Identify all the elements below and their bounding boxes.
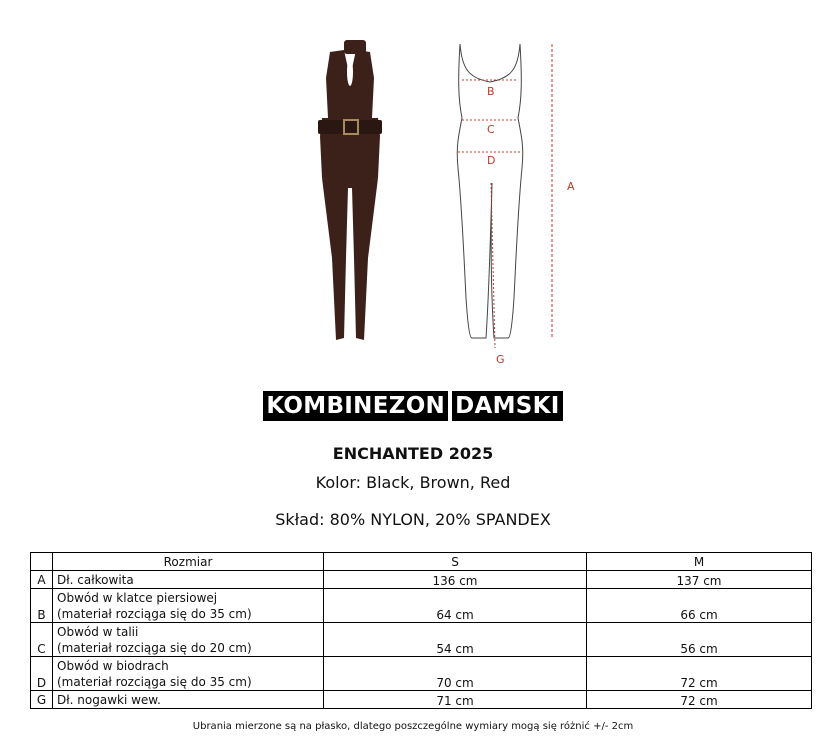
diagram-label-b: B [487, 85, 495, 98]
row-name [53, 589, 324, 623]
row-code: D [31, 657, 53, 691]
header-code-cell [31, 553, 53, 571]
row-value-m: 66 cm [587, 589, 812, 623]
header-size-col: Rozmiar [53, 553, 324, 571]
table-row [31, 623, 812, 657]
size-table [30, 552, 812, 709]
row-name: Dł. całkowita [53, 571, 324, 589]
table-row [31, 657, 812, 691]
table-row [31, 571, 812, 589]
row-name [53, 623, 324, 657]
diagram-label-a: A [567, 180, 575, 193]
size-diagram [440, 38, 590, 368]
row-code: B [31, 589, 53, 623]
table-row [31, 691, 812, 709]
diagram-label-c: C [487, 123, 495, 136]
row-name [53, 657, 324, 691]
row-name-line1: Obwód w biodrach [57, 659, 169, 673]
table-header-row [31, 553, 812, 571]
row-name-line2: (materiał rozciąga się do 20 cm) [57, 641, 252, 655]
row-name-line1: Obwód w talii [57, 625, 139, 639]
row-name: Dł. nogawki wew. [53, 691, 324, 709]
title-word-2: DAMSKI [452, 391, 563, 421]
row-value-s: 136 cm [324, 571, 587, 589]
row-value-m: 72 cm [587, 657, 812, 691]
row-code: A [31, 571, 53, 589]
row-value-s: 70 cm [324, 657, 587, 691]
product-photo [300, 38, 400, 348]
row-code: G [31, 691, 53, 709]
row-value-s: 71 cm [324, 691, 587, 709]
row-code: C [31, 623, 53, 657]
row-name-line2: (materiał rozciąga się do 35 cm) [57, 607, 252, 621]
product-title [0, 391, 826, 421]
product-colors: Kolor: Black, Brown, Red [315, 473, 511, 492]
measurement-footnote: Ubrania mierzone są na płasko, dlatego poszczególne wymiary mogą się różnić +/- 2cm [192, 721, 634, 732]
header-size-m: M [587, 553, 812, 571]
row-value-m: 137 cm [587, 571, 812, 589]
header-size-s: S [324, 553, 587, 571]
row-value-m: 72 cm [587, 691, 812, 709]
diagram-label-g: G [496, 353, 505, 366]
table-row [31, 589, 812, 623]
diagram-label-d: D [487, 154, 496, 167]
title-word-1: KOMBINEZON [263, 391, 448, 421]
product-subtitle: ENCHANTED 2025 [332, 444, 494, 463]
row-name-line2: (materiał rozciąga się do 35 cm) [57, 675, 252, 689]
product-composition: Skład: 80% NYLON, 20% SPANDEX [275, 510, 551, 529]
row-value-m: 56 cm [587, 623, 812, 657]
row-value-s: 64 cm [324, 589, 587, 623]
row-name-line1: Obwód w klatce piersiowej [57, 591, 218, 605]
row-value-s: 54 cm [324, 623, 587, 657]
